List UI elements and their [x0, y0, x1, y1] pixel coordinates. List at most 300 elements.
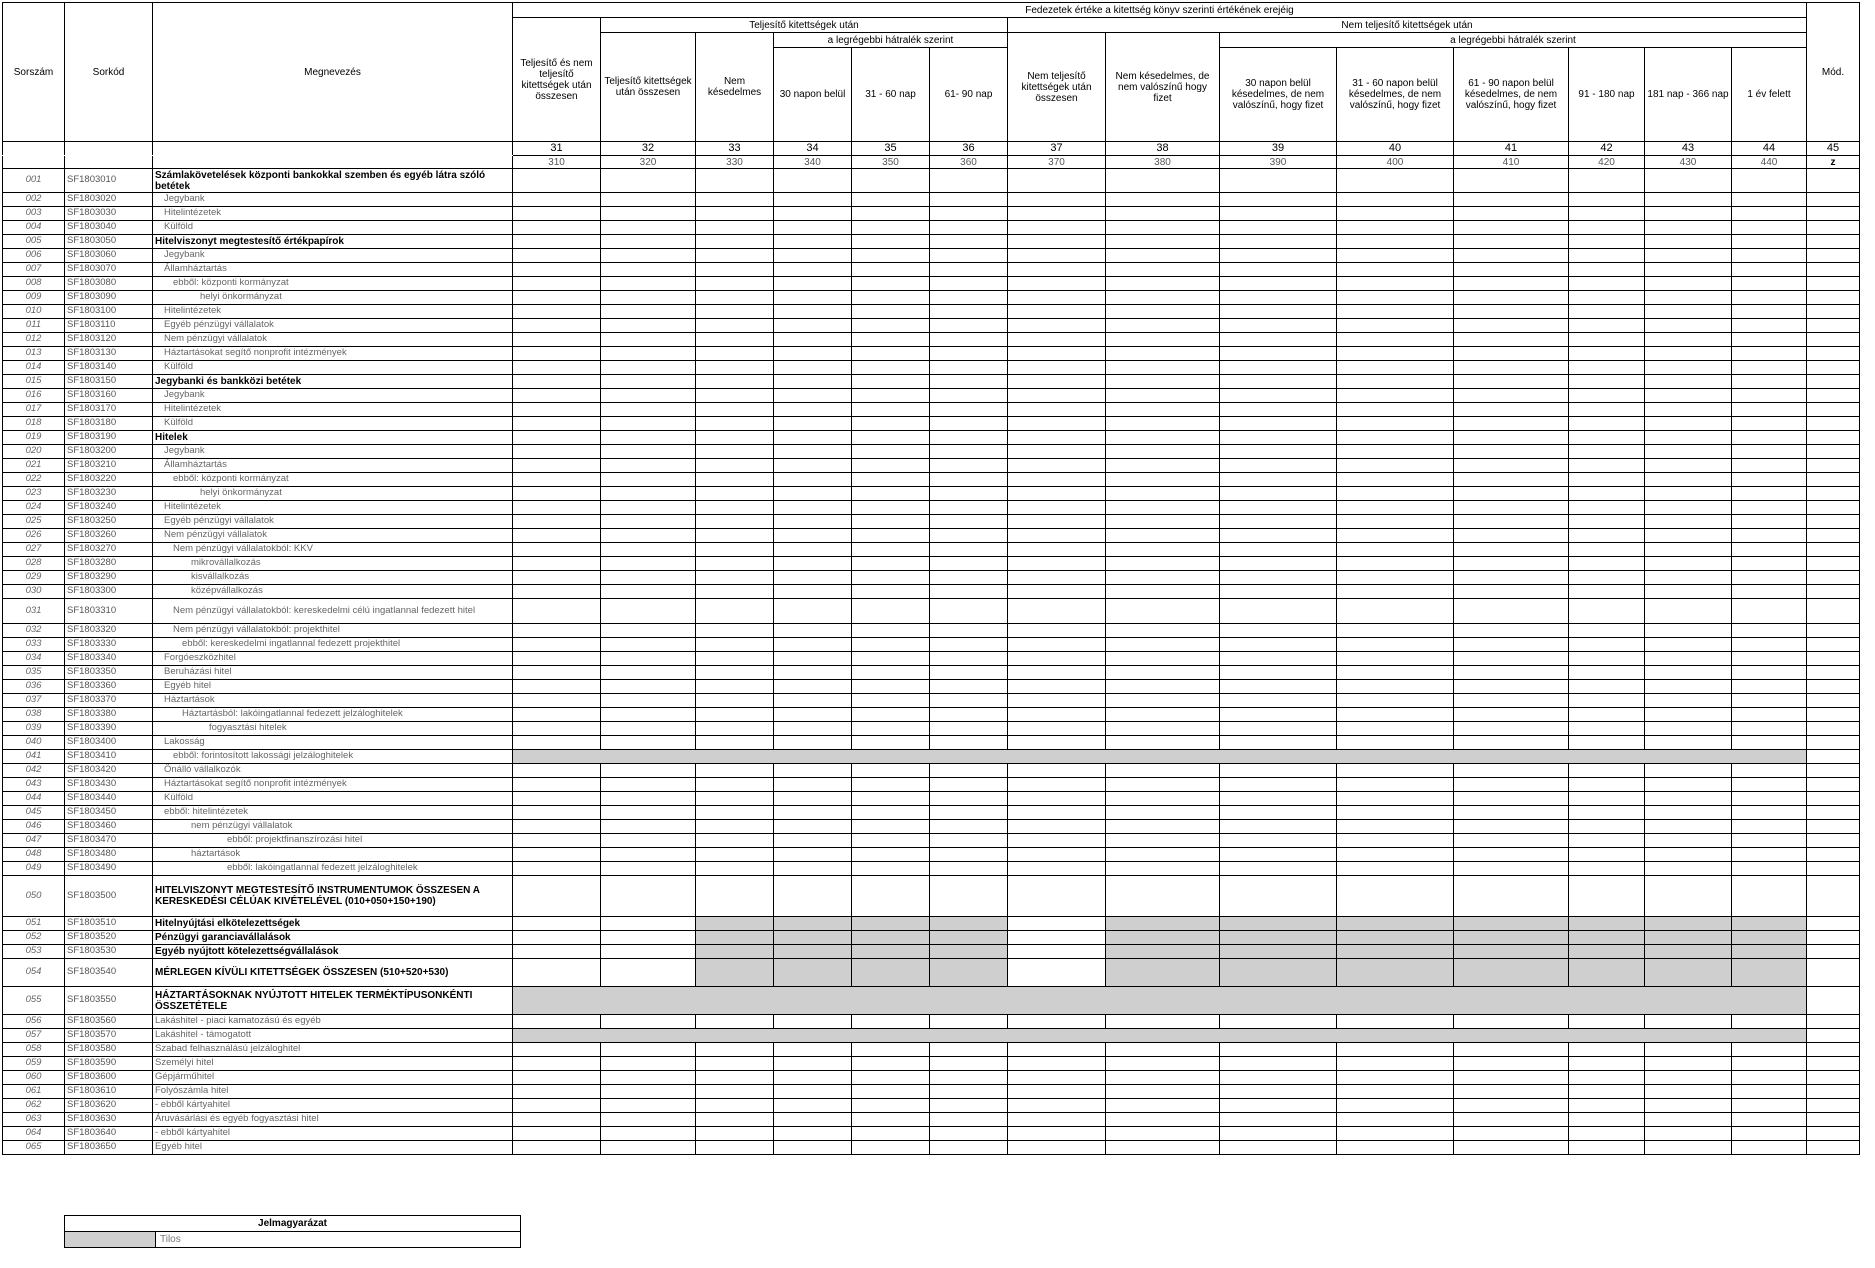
value-cell[interactable] [1008, 487, 1106, 501]
value-cell[interactable] [774, 529, 852, 543]
mod-cell[interactable] [1807, 459, 1860, 473]
value-cell[interactable] [1732, 249, 1807, 263]
value-cell[interactable] [852, 736, 930, 750]
value-cell[interactable] [774, 403, 852, 417]
value-cell[interactable] [1106, 1099, 1220, 1113]
value-cell[interactable] [1220, 515, 1337, 529]
value-cell[interactable] [1569, 680, 1645, 694]
value-cell[interactable] [1008, 473, 1106, 487]
value-cell[interactable] [1337, 862, 1454, 876]
value-cell[interactable] [1569, 487, 1645, 501]
value-cell[interactable] [930, 736, 1008, 750]
value-cell[interactable] [513, 834, 601, 848]
value-cell[interactable] [601, 638, 696, 652]
value-cell[interactable] [1454, 1085, 1569, 1099]
value-cell[interactable] [774, 1071, 852, 1085]
value-cell[interactable] [1645, 1043, 1732, 1057]
value-cell[interactable] [696, 1057, 774, 1071]
value-cell[interactable] [1645, 876, 1732, 917]
value-cell[interactable] [1106, 571, 1220, 585]
value-cell[interactable] [1220, 1113, 1337, 1127]
value-cell[interactable] [930, 417, 1008, 431]
value-cell[interactable] [1732, 638, 1807, 652]
mod-cell[interactable] [1807, 571, 1860, 585]
value-cell[interactable] [1569, 557, 1645, 571]
value-cell[interactable] [1008, 764, 1106, 778]
value-cell[interactable] [513, 652, 601, 666]
value-cell[interactable] [1732, 876, 1807, 917]
value-cell[interactable] [696, 557, 774, 571]
value-cell[interactable] [852, 834, 930, 848]
value-cell[interactable] [696, 820, 774, 834]
value-cell[interactable] [852, 543, 930, 557]
value-cell[interactable] [930, 1057, 1008, 1071]
value-cell[interactable] [1220, 764, 1337, 778]
value-cell[interactable] [601, 375, 696, 389]
value-cell[interactable] [601, 277, 696, 291]
value-cell[interactable] [513, 1015, 601, 1029]
value-cell[interactable] [513, 347, 601, 361]
value-cell[interactable] [1645, 361, 1732, 375]
value-cell[interactable] [601, 778, 696, 792]
value-cell[interactable] [1220, 876, 1337, 917]
value-cell[interactable] [1645, 571, 1732, 585]
value-cell[interactable] [513, 1085, 601, 1099]
value-cell[interactable] [930, 708, 1008, 722]
mod-cell[interactable] [1807, 917, 1860, 931]
value-cell[interactable] [1008, 221, 1106, 235]
value-cell[interactable] [696, 638, 774, 652]
value-cell[interactable] [852, 263, 930, 277]
value-cell[interactable] [1454, 1113, 1569, 1127]
value-cell[interactable] [852, 778, 930, 792]
value-cell[interactable] [852, 792, 930, 806]
value-cell[interactable] [852, 848, 930, 862]
value-cell[interactable] [1732, 235, 1807, 249]
value-cell[interactable] [696, 169, 774, 193]
value-cell[interactable] [1220, 501, 1337, 515]
value-cell[interactable] [1106, 207, 1220, 221]
value-cell[interactable] [1732, 1071, 1807, 1085]
value-cell[interactable] [1337, 1113, 1454, 1127]
value-cell[interactable] [774, 708, 852, 722]
value-cell[interactable] [1106, 1113, 1220, 1127]
value-cell[interactable] [1645, 585, 1732, 599]
value-cell[interactable] [1337, 487, 1454, 501]
value-cell[interactable] [1337, 792, 1454, 806]
value-cell[interactable] [1732, 263, 1807, 277]
value-cell[interactable] [696, 193, 774, 207]
value-cell[interactable] [930, 375, 1008, 389]
value-cell[interactable] [1645, 487, 1732, 501]
value-cell[interactable] [1645, 1099, 1732, 1113]
value-cell[interactable] [1106, 848, 1220, 862]
value-cell[interactable] [1106, 652, 1220, 666]
value-cell[interactable] [930, 445, 1008, 459]
value-cell[interactable] [1732, 1085, 1807, 1099]
value-cell[interactable] [601, 694, 696, 708]
value-cell[interactable] [1454, 207, 1569, 221]
value-cell[interactable] [1008, 305, 1106, 319]
value-cell[interactable] [930, 333, 1008, 347]
value-cell[interactable] [930, 862, 1008, 876]
mod-cell[interactable] [1807, 694, 1860, 708]
value-cell[interactable] [774, 1043, 852, 1057]
value-cell[interactable] [1220, 1071, 1337, 1085]
value-cell[interactable] [601, 571, 696, 585]
value-cell[interactable] [1337, 1071, 1454, 1085]
value-cell[interactable] [1337, 459, 1454, 473]
value-cell[interactable] [1337, 193, 1454, 207]
mod-cell[interactable] [1807, 806, 1860, 820]
value-cell[interactable] [696, 333, 774, 347]
value-cell[interactable] [1220, 666, 1337, 680]
value-cell[interactable] [601, 235, 696, 249]
value-cell[interactable] [696, 235, 774, 249]
mod-cell[interactable] [1807, 1071, 1860, 1085]
value-cell[interactable] [1569, 403, 1645, 417]
value-cell[interactable] [1220, 680, 1337, 694]
mod-cell[interactable] [1807, 193, 1860, 207]
value-cell[interactable] [1732, 585, 1807, 599]
value-cell[interactable] [1454, 624, 1569, 638]
value-cell[interactable] [774, 1113, 852, 1127]
value-cell[interactable] [774, 585, 852, 599]
value-cell[interactable] [930, 529, 1008, 543]
value-cell[interactable] [1569, 291, 1645, 305]
value-cell[interactable] [601, 736, 696, 750]
mod-cell[interactable] [1807, 1057, 1860, 1071]
value-cell[interactable] [513, 263, 601, 277]
value-cell[interactable] [513, 431, 601, 445]
value-cell[interactable] [852, 375, 930, 389]
value-cell[interactable] [1008, 557, 1106, 571]
value-cell[interactable] [774, 445, 852, 459]
value-cell[interactable] [1106, 515, 1220, 529]
value-cell[interactable] [852, 557, 930, 571]
value-cell[interactable] [1220, 722, 1337, 736]
value-cell[interactable] [696, 459, 774, 473]
value-cell[interactable] [1454, 487, 1569, 501]
value-cell[interactable] [852, 221, 930, 235]
value-cell[interactable] [513, 1141, 601, 1155]
value-cell[interactable] [852, 708, 930, 722]
value-cell[interactable] [1106, 1085, 1220, 1099]
value-cell[interactable] [601, 417, 696, 431]
mod-cell[interactable] [1807, 543, 1860, 557]
value-cell[interactable] [1732, 347, 1807, 361]
value-cell[interactable] [1008, 1113, 1106, 1127]
value-cell[interactable] [1106, 249, 1220, 263]
value-cell[interactable] [1008, 820, 1106, 834]
value-cell[interactable] [696, 361, 774, 375]
value-cell[interactable] [852, 1085, 930, 1099]
value-cell[interactable] [774, 834, 852, 848]
value-cell[interactable] [513, 945, 601, 959]
value-cell[interactable] [1220, 1015, 1337, 1029]
value-cell[interactable] [1569, 235, 1645, 249]
mod-cell[interactable] [1807, 666, 1860, 680]
value-cell[interactable] [601, 1113, 696, 1127]
value-cell[interactable] [774, 557, 852, 571]
value-cell[interactable] [1106, 599, 1220, 624]
value-cell[interactable] [1008, 515, 1106, 529]
mod-cell[interactable] [1807, 708, 1860, 722]
value-cell[interactable] [513, 862, 601, 876]
value-cell[interactable] [1106, 1043, 1220, 1057]
value-cell[interactable] [696, 221, 774, 235]
value-cell[interactable] [696, 375, 774, 389]
value-cell[interactable] [1732, 277, 1807, 291]
value-cell[interactable] [1337, 834, 1454, 848]
value-cell[interactable] [1569, 375, 1645, 389]
value-cell[interactable] [601, 501, 696, 515]
value-cell[interactable] [774, 375, 852, 389]
value-cell[interactable] [1008, 694, 1106, 708]
value-cell[interactable] [1337, 417, 1454, 431]
mod-cell[interactable] [1807, 792, 1860, 806]
value-cell[interactable] [1337, 169, 1454, 193]
value-cell[interactable] [601, 403, 696, 417]
value-cell[interactable] [1732, 736, 1807, 750]
value-cell[interactable] [1106, 291, 1220, 305]
value-cell[interactable] [930, 571, 1008, 585]
value-cell[interactable] [1106, 694, 1220, 708]
value-cell[interactable] [1454, 221, 1569, 235]
value-cell[interactable] [1008, 1141, 1106, 1155]
value-cell[interactable] [601, 680, 696, 694]
value-cell[interactable] [601, 1015, 696, 1029]
mod-cell[interactable] [1807, 876, 1860, 917]
value-cell[interactable] [1106, 708, 1220, 722]
value-cell[interactable] [1008, 207, 1106, 221]
value-cell[interactable] [601, 473, 696, 487]
value-cell[interactable] [930, 680, 1008, 694]
value-cell[interactable] [930, 249, 1008, 263]
value-cell[interactable] [1454, 1057, 1569, 1071]
mod-cell[interactable] [1807, 680, 1860, 694]
value-cell[interactable] [696, 694, 774, 708]
value-cell[interactable] [774, 764, 852, 778]
value-cell[interactable] [1106, 501, 1220, 515]
mod-cell[interactable] [1807, 347, 1860, 361]
value-cell[interactable] [1337, 1015, 1454, 1029]
mod-cell[interactable] [1807, 736, 1860, 750]
value-cell[interactable] [696, 389, 774, 403]
value-cell[interactable] [1106, 319, 1220, 333]
value-cell[interactable] [774, 722, 852, 736]
value-cell[interactable] [1008, 403, 1106, 417]
value-cell[interactable] [601, 529, 696, 543]
mod-cell[interactable] [1807, 638, 1860, 652]
value-cell[interactable] [513, 305, 601, 319]
value-cell[interactable] [1454, 1127, 1569, 1141]
value-cell[interactable] [1220, 571, 1337, 585]
value-cell[interactable] [774, 1099, 852, 1113]
value-cell[interactable] [1008, 361, 1106, 375]
value-cell[interactable] [1732, 1057, 1807, 1071]
mod-cell[interactable] [1807, 417, 1860, 431]
value-cell[interactable] [1008, 459, 1106, 473]
value-cell[interactable] [930, 557, 1008, 571]
value-cell[interactable] [1008, 389, 1106, 403]
value-cell[interactable] [930, 585, 1008, 599]
value-cell[interactable] [513, 543, 601, 557]
value-cell[interactable] [1732, 557, 1807, 571]
value-cell[interactable] [1220, 389, 1337, 403]
value-cell[interactable] [774, 333, 852, 347]
value-cell[interactable] [1008, 319, 1106, 333]
value-cell[interactable] [513, 207, 601, 221]
mod-cell[interactable] [1807, 945, 1860, 959]
value-cell[interactable] [513, 638, 601, 652]
value-cell[interactable] [1008, 778, 1106, 792]
value-cell[interactable] [513, 778, 601, 792]
value-cell[interactable] [696, 207, 774, 221]
value-cell[interactable] [852, 361, 930, 375]
value-cell[interactable] [513, 459, 601, 473]
value-cell[interactable] [1337, 708, 1454, 722]
value-cell[interactable] [601, 333, 696, 347]
value-cell[interactable] [1220, 263, 1337, 277]
value-cell[interactable] [1645, 319, 1732, 333]
value-cell[interactable] [1454, 1071, 1569, 1085]
value-cell[interactable] [1569, 736, 1645, 750]
value-cell[interactable] [1337, 291, 1454, 305]
value-cell[interactable] [1337, 764, 1454, 778]
value-cell[interactable] [696, 319, 774, 333]
value-cell[interactable] [1220, 694, 1337, 708]
value-cell[interactable] [1645, 193, 1732, 207]
value-cell[interactable] [1106, 543, 1220, 557]
value-cell[interactable] [1008, 722, 1106, 736]
value-cell[interactable] [774, 305, 852, 319]
value-cell[interactable] [1732, 389, 1807, 403]
value-cell[interactable] [1008, 375, 1106, 389]
value-cell[interactable] [513, 235, 601, 249]
value-cell[interactable] [601, 722, 696, 736]
value-cell[interactable] [1220, 736, 1337, 750]
value-cell[interactable] [1732, 169, 1807, 193]
value-cell[interactable] [1569, 722, 1645, 736]
value-cell[interactable] [1008, 417, 1106, 431]
value-cell[interactable] [1337, 666, 1454, 680]
value-cell[interactable] [601, 666, 696, 680]
value-cell[interactable] [1569, 708, 1645, 722]
value-cell[interactable] [1569, 529, 1645, 543]
mod-cell[interactable] [1807, 169, 1860, 193]
value-cell[interactable] [513, 1043, 601, 1057]
value-cell[interactable] [1008, 529, 1106, 543]
value-cell[interactable] [1106, 375, 1220, 389]
value-cell[interactable] [696, 347, 774, 361]
value-cell[interactable] [696, 1141, 774, 1155]
value-cell[interactable] [1454, 249, 1569, 263]
value-cell[interactable] [1645, 459, 1732, 473]
value-cell[interactable] [1454, 722, 1569, 736]
value-cell[interactable] [513, 931, 601, 945]
value-cell[interactable] [1645, 529, 1732, 543]
value-cell[interactable] [1337, 599, 1454, 624]
value-cell[interactable] [1220, 1127, 1337, 1141]
value-cell[interactable] [1645, 764, 1732, 778]
value-cell[interactable] [1454, 445, 1569, 459]
value-cell[interactable] [1645, 778, 1732, 792]
value-cell[interactable] [696, 501, 774, 515]
value-cell[interactable] [852, 431, 930, 445]
mod-cell[interactable] [1807, 764, 1860, 778]
value-cell[interactable] [696, 764, 774, 778]
value-cell[interactable] [930, 652, 1008, 666]
value-cell[interactable] [1732, 862, 1807, 876]
value-cell[interactable] [852, 722, 930, 736]
value-cell[interactable] [1106, 459, 1220, 473]
value-cell[interactable] [852, 501, 930, 515]
value-cell[interactable] [1454, 459, 1569, 473]
mod-cell[interactable] [1807, 389, 1860, 403]
value-cell[interactable] [1645, 333, 1732, 347]
value-cell[interactable] [1645, 1085, 1732, 1099]
value-cell[interactable] [1106, 624, 1220, 638]
value-cell[interactable] [696, 722, 774, 736]
value-cell[interactable] [852, 876, 930, 917]
value-cell[interactable] [513, 708, 601, 722]
value-cell[interactable] [852, 445, 930, 459]
value-cell[interactable] [1454, 599, 1569, 624]
value-cell[interactable] [601, 347, 696, 361]
value-cell[interactable] [1569, 501, 1645, 515]
value-cell[interactable] [1008, 1071, 1106, 1085]
value-cell[interactable] [1645, 1113, 1732, 1127]
value-cell[interactable] [1106, 389, 1220, 403]
value-cell[interactable] [930, 876, 1008, 917]
value-cell[interactable] [1337, 221, 1454, 235]
mod-cell[interactable] [1807, 249, 1860, 263]
value-cell[interactable] [1337, 347, 1454, 361]
value-cell[interactable] [1337, 1085, 1454, 1099]
value-cell[interactable] [513, 694, 601, 708]
value-cell[interactable] [513, 445, 601, 459]
value-cell[interactable] [601, 862, 696, 876]
value-cell[interactable] [513, 722, 601, 736]
value-cell[interactable] [1106, 529, 1220, 543]
value-cell[interactable] [1337, 375, 1454, 389]
value-cell[interactable] [513, 736, 601, 750]
value-cell[interactable] [1732, 305, 1807, 319]
value-cell[interactable] [1220, 820, 1337, 834]
value-cell[interactable] [1732, 333, 1807, 347]
value-cell[interactable] [852, 599, 930, 624]
value-cell[interactable] [513, 585, 601, 599]
value-cell[interactable] [1337, 389, 1454, 403]
value-cell[interactable] [601, 708, 696, 722]
value-cell[interactable] [1569, 652, 1645, 666]
value-cell[interactable] [1337, 473, 1454, 487]
value-cell[interactable] [696, 624, 774, 638]
value-cell[interactable] [774, 571, 852, 585]
value-cell[interactable] [774, 263, 852, 277]
value-cell[interactable] [1732, 403, 1807, 417]
value-cell[interactable] [1008, 333, 1106, 347]
mod-cell[interactable] [1807, 515, 1860, 529]
value-cell[interactable] [1008, 263, 1106, 277]
value-cell[interactable] [852, 666, 930, 680]
value-cell[interactable] [774, 806, 852, 820]
value-cell[interactable] [1645, 820, 1732, 834]
value-cell[interactable] [513, 473, 601, 487]
value-cell[interactable] [1645, 445, 1732, 459]
value-cell[interactable] [1645, 708, 1732, 722]
